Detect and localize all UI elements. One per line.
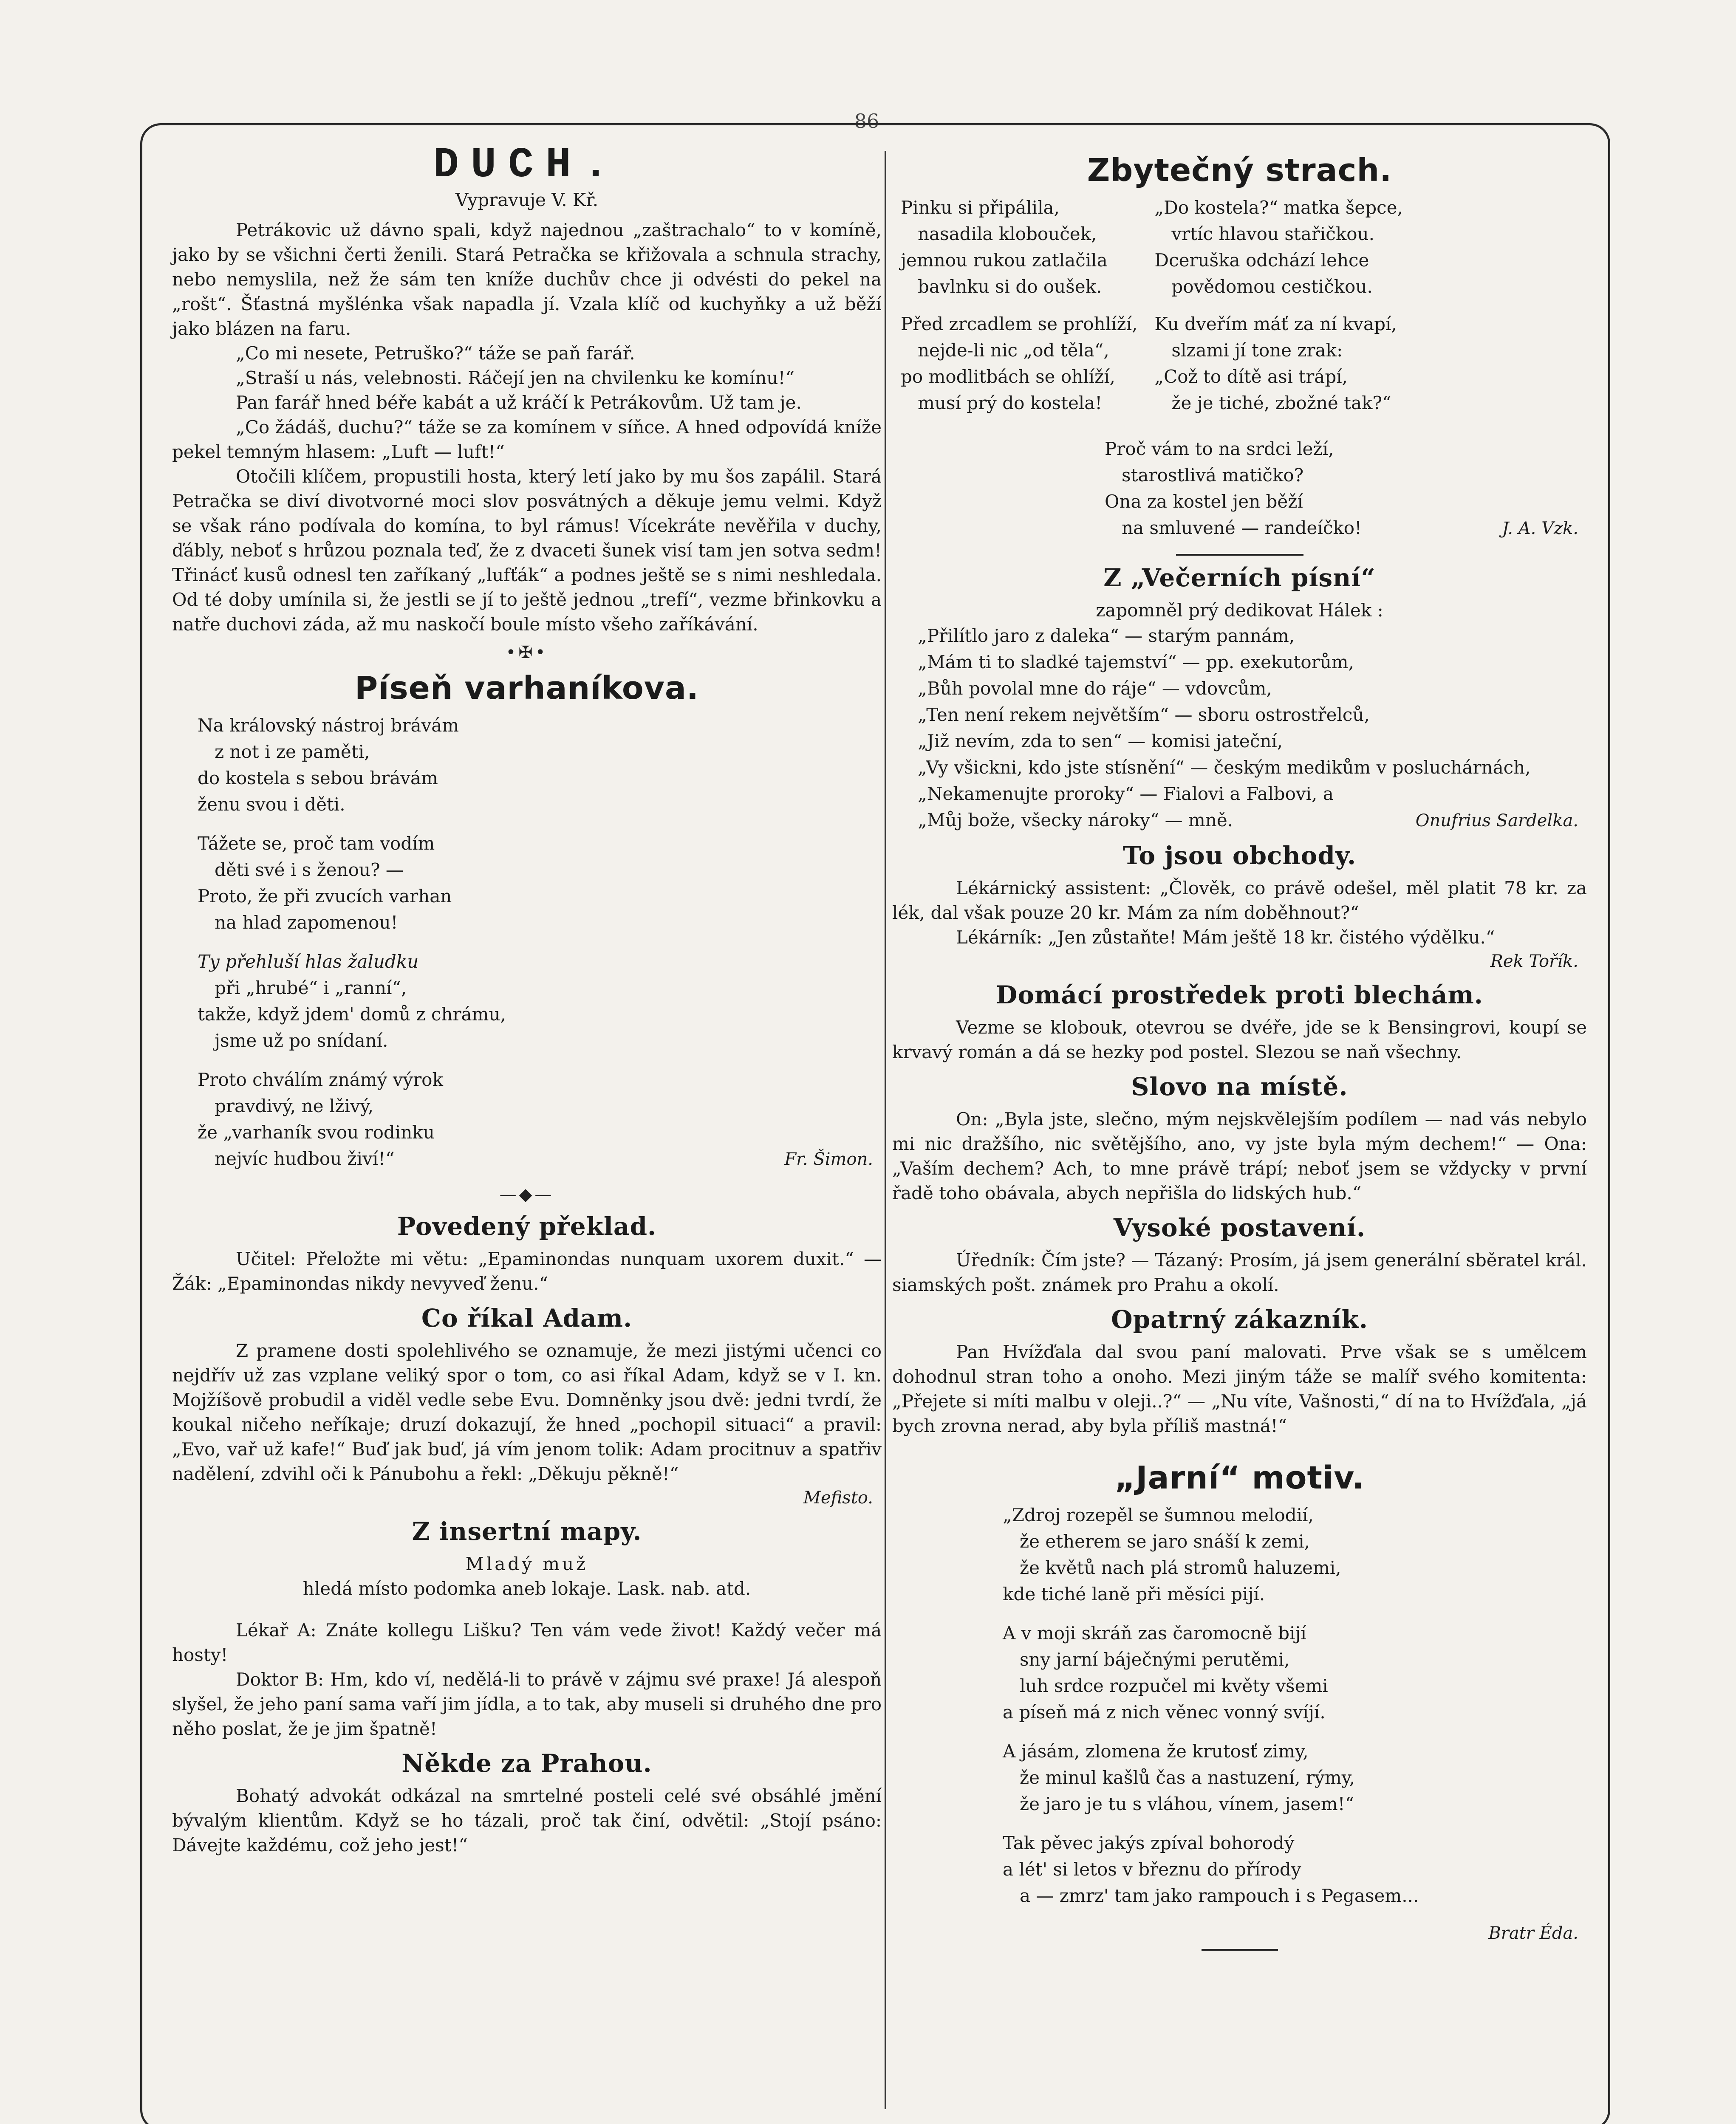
motiv-stanza-1 — [1003, 1502, 1587, 1607]
verse-line: vrtíc hlavou stařičkou. — [1171, 223, 1374, 244]
verse-line: a píseň má z nich věnec vonný svíjí. — [1003, 1702, 1326, 1723]
section-rule — [1176, 554, 1303, 556]
strach-verse-columns — [901, 195, 1587, 427]
ornament-divider: —◆— — [499, 1185, 554, 1204]
duch-paragraph: „Co žádáš, duchu?“ táže se za komínem v síňce. A hned odpovídá kníže pekel temným hlasem: „Luft — luft!“ — [172, 417, 882, 462]
strach-stanza — [1154, 195, 1403, 300]
motiv-stanza-4 — [1003, 1830, 1587, 1909]
list-item: „Ten není rekem největším“ — sboru ostrostřelců, — [918, 704, 1370, 725]
verse-line: Ona za kostel jen běží — [1105, 491, 1303, 512]
list-item: „Mám ti to sladké tajemství“ — pp. exekutorům, — [918, 652, 1354, 672]
verse-line: jsme už po snídaní. — [215, 1030, 388, 1051]
verse-line: nasadila klobouček, — [918, 223, 1097, 244]
verse-line: že květů nach plá stromů haluzemi, — [1020, 1557, 1341, 1578]
nekde-title: Někde za Prahou. — [401, 1749, 652, 1778]
verse-line: A jásám, zlomena že krutosť zimy, — [1003, 1741, 1309, 1762]
verse-line: musí prý do kostela! — [918, 393, 1103, 413]
vecernich-title: Z „Večerních písní“ — [1103, 563, 1376, 592]
list-item: „Nekamenujte proroky“ — Fialovi a Falbovi, a — [918, 783, 1334, 804]
verse-line: děti své i s ženou? — — [215, 859, 404, 880]
duch-paragraph: „Co mi nesete, Petruško?“ táže se paň farář. — [236, 343, 635, 364]
verse-line: nejde-li nic „od těla“, — [918, 340, 1109, 361]
verse-line: nejvíc hudbou živí!“ — [215, 1148, 395, 1169]
section-rule — [1202, 1949, 1278, 1951]
varhanik-title: Píseň varhaníkova. — [355, 670, 699, 706]
adam-signature: Mefisto. — [803, 1488, 873, 1508]
varhanik-stanza-1 — [198, 712, 882, 818]
verse-line: Proto chválím známý výrok — [198, 1069, 443, 1090]
varhanik-stanza-3 — [198, 949, 882, 1054]
verse-line: Proč vám to na srdci leží, — [1105, 438, 1334, 459]
verse-line: ženu svou i děti. — [198, 794, 345, 815]
vecernich-list — [918, 623, 1587, 833]
preklad-title: Povedený překlad. — [397, 1212, 657, 1241]
blechy-text: Vezme se klobouk, otevrou se dvéře, jde se k Bensingrovi, koupí se krvavý román a dá se hezky pod postel. Slezou se naň všechny. — [892, 1017, 1587, 1062]
right-column — [892, 144, 1587, 1955]
verse-tail — [1105, 515, 1587, 541]
strach-col-2 — [1154, 195, 1403, 427]
zakaznik-title: Opatrný zákazník. — [1111, 1305, 1368, 1334]
verse-line: z not i ze paměti, — [215, 741, 370, 762]
zakaznik-text: Pan Hvížďala dal svou paní malovati. Prve však se s umělcem dohodnul stran toho a onoho. Mezi jiným táže se malíř svého komitenta: „Přejete si míti malbu v oleji..?“ — „Nu víte, Vašnosti,“ dí na to Hvížďala, „já bych zrovna nerad, aby byla příliš mastná!“ — [892, 1342, 1587, 1436]
duch-paragraph: Petrákovic už dávno spali, když najednou „zaštrachalo“ to v komíně, jako by se všichni čerti ženili. Stará Petračka se křižovala a schnula strachy, nebo nemyslila, než že sám ten kníže duchův chce ji odvésti do pekel na „rošt“. Šťastná myšlénka však napadla jí. Vzala klíč od kuchyňky a už běží jako blázen na faru. — [172, 220, 882, 339]
verse-line: sny jarní báječnými perutěmi, — [1020, 1649, 1290, 1670]
strach-col-1 — [901, 195, 1137, 427]
list-item: „Již nevím, zda to sen“ — komisi jateční, — [918, 731, 1283, 751]
verse-line: Ty přehluší hlas žaludku — [198, 951, 419, 972]
motiv-stanza-2 — [1003, 1620, 1587, 1726]
verse-line: povědomou cestičkou. — [1171, 276, 1373, 297]
strach-stanza — [1154, 311, 1403, 416]
verse-line: Pinku si připálila, — [901, 197, 1060, 218]
verse-line: po modlitbách se ohlíží, — [901, 366, 1115, 387]
verse-line: bavlnku si do oušek. — [918, 276, 1102, 297]
verse-line: na hlad zapomenou! — [215, 912, 398, 933]
verse-line: starostlivá matičko? — [1122, 465, 1304, 486]
duch-byline: Vypravuje V. Kř. — [455, 189, 599, 210]
insertni-title: Z insertní mapy. — [412, 1517, 642, 1546]
insertni-line2: hledá místo podomka aneb lokaje. Lask. nab. atd. — [303, 1578, 751, 1599]
verse-line: a lét' si letos v březnu do přírody — [1003, 1859, 1301, 1880]
list-item: „Přilítlo jaro z daleka“ — starým pannám, — [918, 625, 1295, 646]
verse-line: na smluvené — randeíčko! — [1122, 517, 1362, 538]
list-item: „Bůh povolal mne do ráje“ — vdovcům, — [918, 678, 1272, 699]
motiv-title: „Jarní“ motiv. — [1114, 1460, 1365, 1496]
postaveni-title: Vysoké postavení. — [1113, 1213, 1366, 1242]
nekde-text: Bohatý advokát odkázal na smrtelné posteli celé své obsáhlé jmění bývalým klientům. Když se ho tázali, proč tak činí, odvětil: „Stojí psáno: Dávejte každému, což jeho jest!“ — [172, 1785, 882, 1856]
duch-title: DUCH. — [433, 141, 621, 189]
varhanik-signature: Fr. Šimon. — [784, 1150, 873, 1169]
varhanik-stanza-4 — [198, 1067, 882, 1172]
strach-title: Zbytečný strach. — [1087, 152, 1392, 189]
adam-text: Z pramene dosti spolehlivého se oznamuje, že mezi jistými učenci co nejdřív už zas vzplane veliký spor o tom, co asi říkal Adam, když se v I. kn. Mojžíšově probudil a viděl vedle sebe Evu. Domněnky jsou dvě: jedni tvrdí, že koukal ničeho neříkaje; druzí dokazují, že hned „pochopil situaci“ a pravil: „Evo, vař už kafe!“ Buď jak buď, já vím jenom tolik: Adam procitnuv a spatřiv nadělení, zdvihl oči k Pánubohu a řekl: „Děkuju pěkně!“ — [172, 1340, 882, 1484]
verse-tail — [918, 807, 1587, 833]
verse-line: pravdivý, ne lživý, — [215, 1096, 374, 1116]
vecernich-signature: Onufrius Sardelka. — [1415, 811, 1578, 830]
verse-line: Proto, že při zvucích varhan — [198, 886, 452, 907]
verse-line: že minul kašlů čas a nastuzení, rýmy, — [1020, 1767, 1355, 1788]
obchody-text2: Lékárník: „Jen zůstaňte! Mám ještě 18 kr. čistého výdělku.“ — [956, 927, 1495, 948]
verse-line: Dceruška odchází lehce — [1154, 250, 1369, 271]
verse-line: že „varhaník svou rodinku — [198, 1122, 435, 1143]
insertni-dialog2: Doktor B: Hm, kdo ví, nedělá-li to právě v zájmu své praxe! Já alespoň slyšel, že jeho paní sama vaří jim jídla, a to tak, aby museli si druhého dne pro něho poslat, že je jim špatně! — [172, 1669, 882, 1739]
varhanik-stanza-2 — [198, 830, 882, 936]
motiv-signature: Bratr Éda. — [1488, 1923, 1578, 1943]
page-number: 86 — [854, 110, 879, 133]
verse-line: při „hrubé“ i „ranní“, — [215, 977, 407, 998]
verse-line: jemnou rukou zatlačila — [901, 250, 1108, 271]
column-divider — [885, 151, 886, 2109]
verse-line: „Do kostela?“ matka šepce, — [1154, 197, 1403, 218]
insertni-line1: Mladý muž — [465, 1553, 588, 1574]
slovo-title: Slovo na místě. — [1131, 1072, 1348, 1101]
verse-line: „Což to dítě asi trápí, — [1154, 366, 1348, 387]
obchody-title: To jsou obchody. — [1122, 841, 1357, 870]
postaveni-text: Úředník: Čím jste? — Tázaný: Prosím, já jsem generální sběratel král. siamských pošt. známek pro Prahu a okolí. — [892, 1250, 1587, 1295]
verse-line: do kostela s sebou brávám — [198, 768, 438, 788]
ornament-divider: •✠• — [506, 643, 548, 662]
verse-line: takže, když jdem' domů z chrámu, — [198, 1004, 506, 1025]
strach-stanza — [901, 311, 1137, 416]
verse-line: luh srdce rozpučel mi květy všemi — [1020, 1675, 1328, 1696]
strach-final-stanza — [1105, 436, 1587, 541]
list-item: „Můj bože, všecky nároky“ — mně. — [918, 810, 1233, 830]
verse-line: „Zdroj rozepěl se šumnou melodií, — [1003, 1505, 1314, 1525]
verse-line: slzami jí tone zrak: — [1171, 340, 1343, 361]
obchody-signature: Rek Tořík. — [1490, 952, 1578, 971]
duch-paragraph: „Straší u nás, velebnosti. Ráčejí jen na chvilenku ke komínu!“ — [236, 367, 794, 388]
list-item: „Vy všickni, kdo jste stísnění“ — českým medikům v posluchárnách, — [918, 757, 1531, 778]
verse-line: a — zmrz' tam jako rampouch i s Pegasem... — [1020, 1885, 1419, 1906]
strach-stanza — [901, 195, 1137, 300]
vecernich-subtitle: zapomněl prý dedikovat Hálek : — [1096, 600, 1383, 621]
left-column — [172, 141, 882, 1858]
strach-signature: J. A. Vzk. — [1502, 519, 1578, 538]
verse-line: A v moji skráň zas čaromocně bijí — [1003, 1623, 1306, 1644]
verse-line: že jaro je tu s vláhou, vínem, jasem!“ — [1020, 1794, 1354, 1814]
adam-title: Co říkal Adam. — [421, 1304, 633, 1333]
verse-line: že etherem se jaro snáší k zemi, — [1020, 1531, 1310, 1552]
verse-line: Tak pěvec jakýs zpíval bohorodý — [1003, 1833, 1295, 1853]
slovo-text: On: „Byla jste, slečno, mým nejskvělejším podílem — nad vás nebylo mi nic dražšího, nic světějšího, ano, vy jste byla mým dechem!“ — Ona: „Vaším dechem? Ach, to mne právě trápí; neboť jsem se vždycky v první řadě toho obávala, abych nepřišla do lidských hub.“ — [892, 1109, 1587, 1203]
motiv-stanza-3 — [1003, 1738, 1587, 1817]
verse-line: Na královský nástroj brávám — [198, 715, 459, 736]
blechy-title: Domácí prostředek proti blechám. — [996, 980, 1483, 1009]
verse-line: Před zrcadlem se prohlíží, — [901, 314, 1138, 334]
verse-line: Tážete se, proč tam vodím — [198, 833, 435, 854]
obchody-text1: Lékárnický assistent: „Člověk, co právě odešel, měl platit 78 kr. za lék, dal však pouze 20 kr. Mám za ním doběhnout?“ — [892, 878, 1587, 923]
verse-line: Ku dveřím máť za ní kvapí, — [1154, 314, 1397, 334]
insertni-dialog1: Lékař A: Znáte kollegu Lišku? Ten vám vede život! Každý večer má hosty! — [172, 1620, 882, 1665]
preklad-text: Učitel: Přeložte mi větu: „Epaminondas nunquam uxorem duxit.“ — Žák: „Epaminondas nikdy nevyveď ženu.“ — [172, 1248, 882, 1294]
verse-tail — [198, 1146, 882, 1172]
verse-line: kde tiché laně při měsíci pijí. — [1003, 1584, 1265, 1604]
duch-paragraph: Pan farář hned béře kabát a už kráčí k Petrákovům. Už tam je. — [236, 392, 802, 413]
verse-line: že je tiché, zbožné tak?“ — [1171, 393, 1391, 413]
duch-paragraph: Otočili klíčem, propustili hosta, který letí jako by mu šos zapálil. Stará Petračka se diví divotvorné moci slov posvátných a děkuje jemu velmi. Když se však ráno podívala do komína, to byl rámus! Vícekráte nevěřila v duchy, ďábly, neboť s hrůzou poznala teď, že z dvaceti šunek visí tam jen sotva sedm! Třinácť kusů odnesl ten zaříkaný „lufťák“ a podnes ještě se s nimi neshledala. Od té doby umínila si, že jestli se jí to ještě jednou „trefí“, vezme břinkovku a natře duchovi záda, až mu naskočí boule místo všeho zaříkávání. — [172, 466, 882, 635]
